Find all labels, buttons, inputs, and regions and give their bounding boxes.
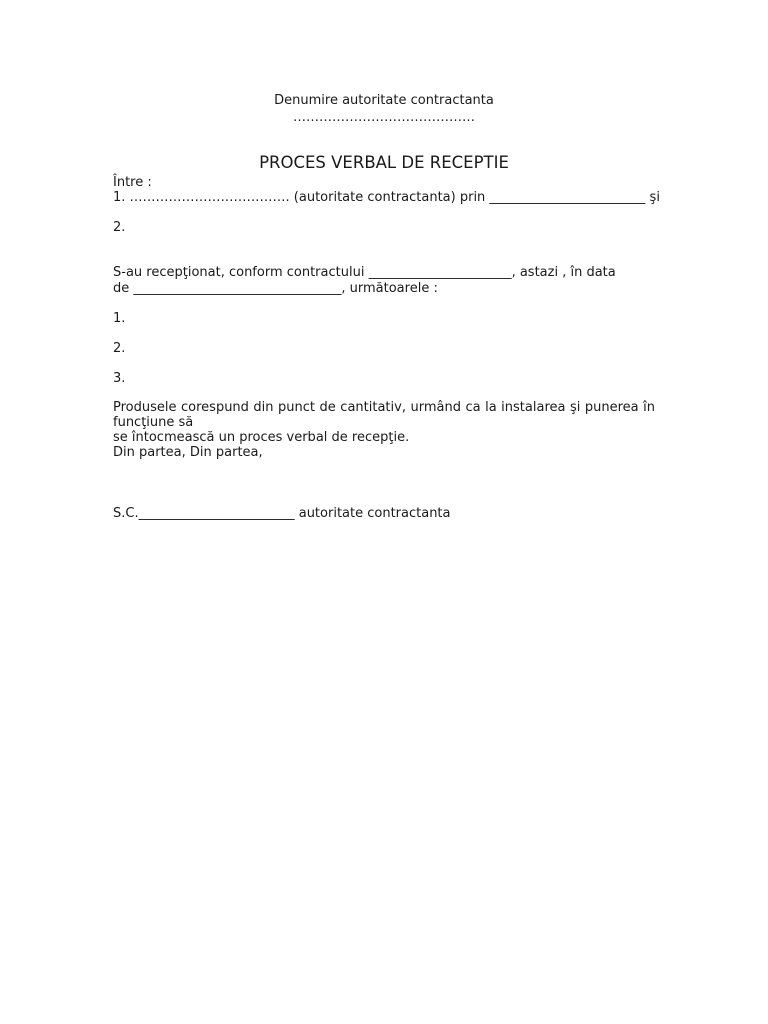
signature-line: S.C.________________________ autoritate contractanta	[113, 506, 451, 521]
conclusion-line-2: funcţiune să	[113, 415, 194, 430]
conclusion-line-4: Din partea, Din partea,	[113, 445, 263, 460]
authority-name-dots: ……………………………………	[293, 110, 475, 125]
list-item: 1.	[113, 311, 126, 326]
intro-between: Între :	[113, 175, 152, 190]
conclusion-line-3: se întocmească un proces verbal de recepţie.	[113, 430, 410, 445]
party-2-line: 2.	[113, 220, 126, 235]
party-1-line: 1. ………………………………. (autoritate contractanta) prin ________________________ şi	[113, 190, 660, 205]
document-title: PROCES VERBAL DE RECEPTIE	[259, 153, 509, 172]
list-item: 2.	[113, 341, 126, 356]
reception-line-2: de ________________________________, următoarele :	[113, 281, 438, 296]
authority-name: Denumire autoritate contractanta	[274, 93, 494, 108]
reception-line-1: S-au recepţionat, conform contractului ______________________, astazi , în data	[113, 265, 616, 280]
conclusion-line-1: Produsele corespund din punct de cantitativ, urmând ca la instalarea şi punerea în	[113, 400, 655, 415]
list-item: 3.	[113, 371, 126, 386]
